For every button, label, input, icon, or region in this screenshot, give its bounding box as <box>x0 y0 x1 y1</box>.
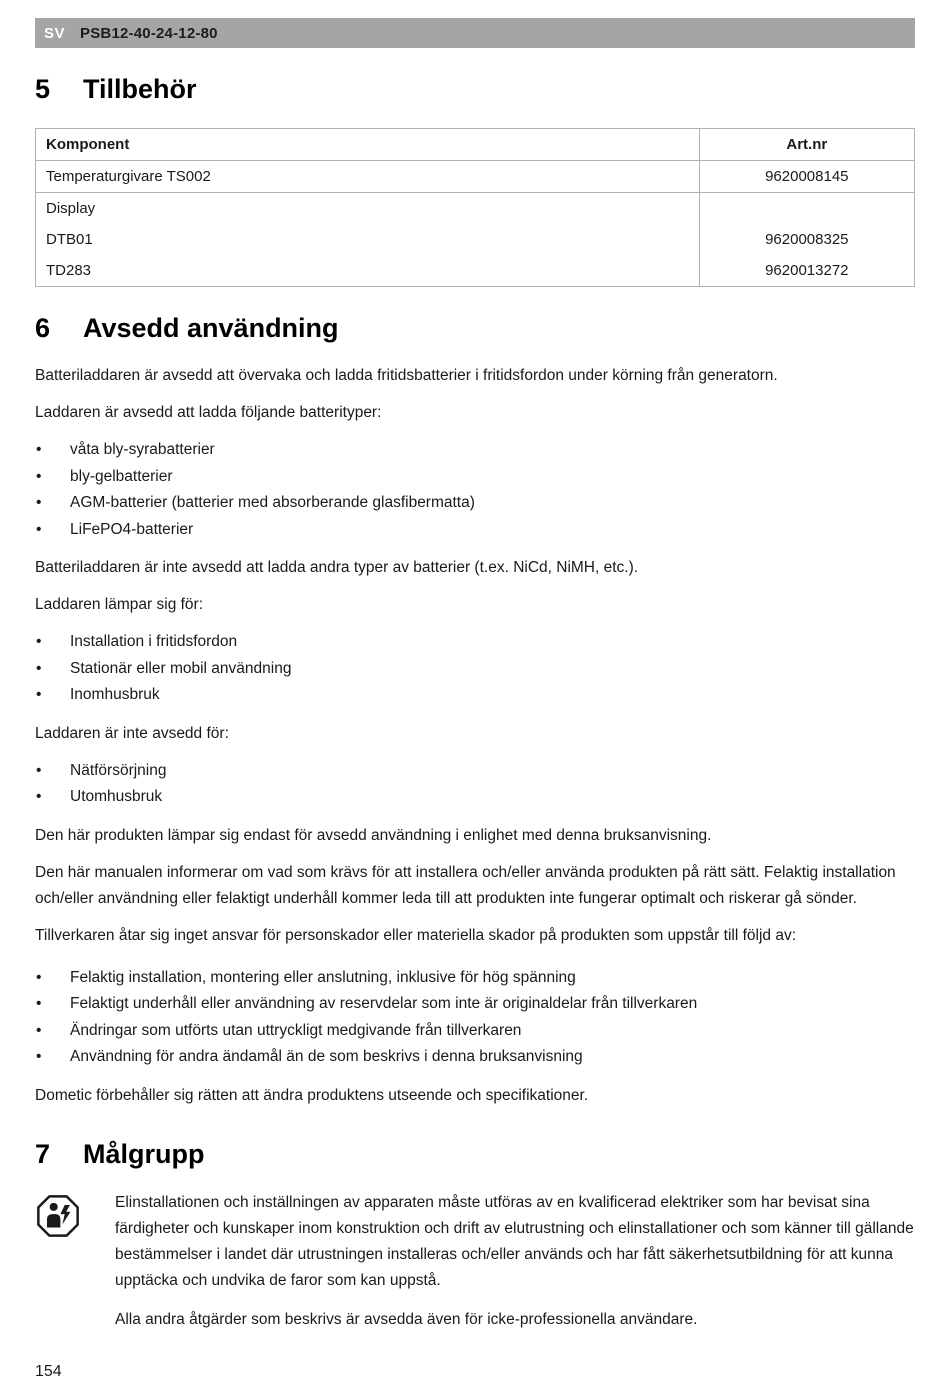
not-suitable-for-list <box>35 758 915 811</box>
table-row <box>36 224 915 255</box>
paragraph: Laddaren är inte avsedd för: <box>35 724 229 742</box>
list-item: • våta bly-syrabatterier <box>35 437 915 464</box>
accessories-table <box>35 128 915 287</box>
section-number: 5 <box>35 74 51 104</box>
product-code: PSB12-40-24-12-80 <box>80 24 218 42</box>
liability-exclusions-list <box>35 965 915 1071</box>
list-item: • Installation i fritidsfordon <box>35 629 915 656</box>
list-item: • Inomhusbruk <box>35 682 915 709</box>
section-title: Avsedd användning <box>83 312 339 343</box>
language-code: SV <box>44 24 66 42</box>
list-item: • Felaktig installation, montering eller anslutning, inklusive för hög spänning <box>35 965 915 992</box>
list-item: • Stationär eller mobil användning <box>35 656 915 683</box>
paragraph: Den här produkten lämpar sig endast för avsedd användning i enlighet med denna bruksanvisning. <box>35 826 712 844</box>
cell-artnr: 9620008325 <box>765 230 849 248</box>
paragraph: Laddaren är avsedd att ladda följande batterityper: <box>35 404 382 422</box>
column-header-komponent: Komponent <box>36 128 700 160</box>
section-title: Målgrupp <box>83 1138 205 1169</box>
list-item: • Användning för andra ändamål än de som beskrivs i denna bruksanvisning <box>35 1044 915 1071</box>
column-header-artnr: Art.nr <box>699 128 914 160</box>
list-item: • bly-gelbatterier <box>35 464 915 491</box>
paragraph: Batteriladdaren är avsedd att övervaka och ladda fritidsbatterier i fritidsfordon under körning från generatorn. <box>35 367 778 385</box>
section-number: 7 <box>35 1138 51 1169</box>
list-item: • Nätförsörjning <box>35 758 915 785</box>
cell-komponent: Display <box>36 192 700 224</box>
table-header-row <box>36 128 915 160</box>
cell-artnr: 9620008145 <box>699 160 914 192</box>
paragraph: Batteriladdaren är inte avsedd att ladda andra typer av batterier (t.ex. NiCd, NiMH, etc.). <box>35 559 639 577</box>
list-item: • Ändringar som utförts utan uttryckligt medgivande från tillverkaren <box>35 1018 915 1045</box>
cell-artnr: 9620013272 <box>765 261 849 279</box>
cell-artnr <box>699 192 914 224</box>
page-number: 154 <box>35 1363 62 1380</box>
table-row <box>36 160 915 192</box>
list-item: • LiFePO4-batterier <box>35 517 915 544</box>
section-heading-avsedd-anvandning <box>35 314 915 344</box>
table-row <box>36 255 915 287</box>
paragraph: Alla andra åtgärder som beskrivs är avsedda även för icke-professionella användare. <box>115 1310 698 1328</box>
target-group-text <box>115 1190 915 1346</box>
section-number: 6 <box>35 312 51 343</box>
list-item: • Felaktigt underhåll eller användning av reservdelar som inte är originaldelar från tillverkaren <box>35 991 915 1018</box>
cell-komponent: DTB01 <box>36 224 700 255</box>
target-group-block <box>35 1190 915 1346</box>
suitable-for-list <box>35 629 915 709</box>
section-heading-malgrupp <box>35 1140 915 1170</box>
paragraph: Elinstallationen och inställningen av apparaten måste utföras av en kvalificerad elektriker som har bevisat sina färdigheter och kunskaper inom konstruktion och drift av elutrustning och elinstallationer och som känner till gällande bestämmelser i landet där utrustningen installeras och/eller används och har fått säkerhetsutbildning för att kunna upptäcka och undvika de faror som kan uppstå. <box>115 1193 914 1289</box>
qualified-electrician-icon <box>35 1226 81 1243</box>
table-row <box>36 192 915 224</box>
paragraph: Laddaren lämpar sig för: <box>35 596 204 614</box>
section-heading-tillbehor <box>35 75 915 105</box>
list-item: • AGM-batterier (batterier med absorberande glasfibermatta) <box>35 490 915 517</box>
paragraph: Dometic förbehåller sig rätten att ändra produktens utseende och specifikationer. <box>35 1086 589 1104</box>
paragraph: Den här manualen informerar om vad som krävs för att installera och/eller använda produkten på rätt sätt. Felaktig installation och/eller användning eller felaktigt underhåll kommer leda till att produkten inte fungerar optimalt och riskerar gå sönder. <box>35 863 896 907</box>
battery-types-list <box>35 437 915 543</box>
list-item: • Utomhusbruk <box>35 784 915 811</box>
cell-komponent: Temperaturgivare TS002 <box>36 160 700 192</box>
section-title: Tillbehör <box>83 74 197 104</box>
paragraph: Tillverkaren åtar sig inget ansvar för personskador eller materiella skador på produkten som uppstår till följd av: <box>35 926 797 944</box>
page-header-bar <box>35 18 915 48</box>
icon-column <box>35 1190 115 1346</box>
cell-komponent: TD283 <box>36 255 700 287</box>
